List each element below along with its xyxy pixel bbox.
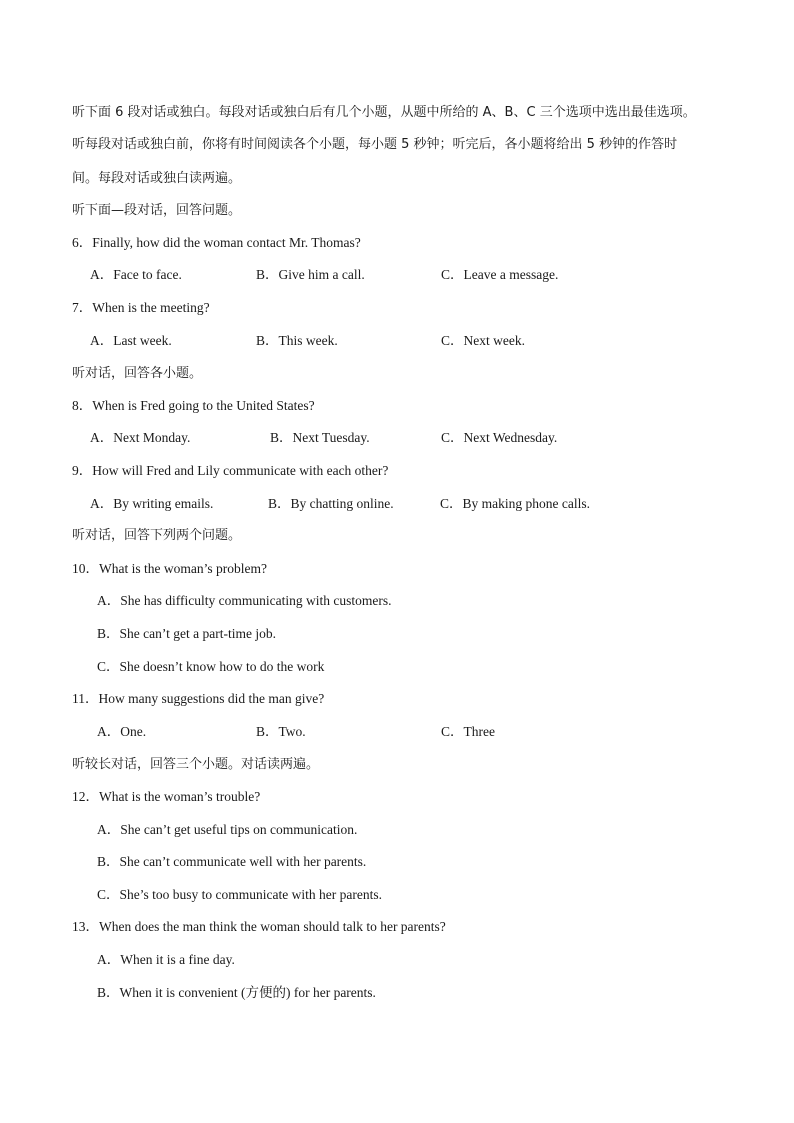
q10-option-b: B．She can’t get a part-time job. <box>97 626 276 641</box>
q6-option-a: A．Face to face. <box>90 267 182 282</box>
q9-option-c: C．By making phone calls. <box>440 496 590 511</box>
section-heading-1: 听下面—段对话，回答问题。 <box>72 203 242 218</box>
q12-option-a: A．She can’t get useful tips on communication. <box>97 822 358 837</box>
question-8: 8．When is Fred going to the United States? <box>72 398 315 413</box>
q7-option-a: A．Last week. <box>90 333 172 348</box>
question-7: 7．When is the meeting? <box>72 300 210 315</box>
q6-option-c: C．Leave a message. <box>441 267 559 282</box>
q8-option-c: C．Next Wednesday. <box>441 430 558 445</box>
q13-option-a: A．When it is a fine day. <box>97 952 235 967</box>
q10-option-c: C．She doesn’t know how to do the work <box>97 659 325 674</box>
intro-line-1: 听下面 6 段对话或独白。每段对话或独白后有几个小题，从题中所给的 A、B、C 三个选项中选出最佳选项。 <box>72 105 696 120</box>
q8-option-a: A．Next Monday. <box>90 430 191 445</box>
section-heading-3: 听对话，回答下列两个问题。 <box>72 528 242 543</box>
question-6: 6．Finally, how did the woman contact Mr. Thomas? <box>72 235 361 250</box>
question-9: 9．How will Fred and Lily communicate with each other? <box>72 463 389 478</box>
q13-option-b: B．When it is convenient (方便的) for her parents. <box>97 985 376 1000</box>
q6-option-b: B．Give him a call. <box>256 267 365 282</box>
intro-line-2: 听每段对话或独白前，你将有时间阅读各个小题，每小题 5 秒钟；听完后，各小题将给出 5 秒钟的作答时 <box>72 137 678 152</box>
q11-option-a: A．One. <box>97 724 147 739</box>
q7-option-b: B．This week. <box>256 333 338 348</box>
question-12: 12．What is the woman’s trouble? <box>72 789 261 804</box>
q10-option-a: A．She has difficulty communicating with customers. <box>97 593 392 608</box>
q9-option-b: B．By chatting online. <box>268 496 394 511</box>
intro-line-3: 间。每段对话或独白读两遍。 <box>72 171 242 186</box>
q11-option-c: C．Three <box>441 724 495 739</box>
q9-option-a: A．By writing emails. <box>90 496 214 511</box>
q12-option-c: C．She’s too busy to communicate with her parents. <box>97 887 382 902</box>
section-heading-2: 听对话，回答各小题。 <box>72 366 203 381</box>
q11-option-b: B．Two. <box>256 724 306 739</box>
question-10: 10．What is the woman’s problem? <box>72 561 267 576</box>
question-13: 13．When does the man think the woman should talk to her parents? <box>72 919 446 934</box>
q7-option-c: C．Next week. <box>441 333 525 348</box>
q8-option-b: B．Next Tuesday. <box>270 430 370 445</box>
question-11: 11．How many suggestions did the man give? <box>72 691 325 706</box>
q12-option-b: B．She can’t communicate well with her parents. <box>97 854 367 869</box>
section-heading-4: 听较长对话，回答三个小题。对话读两遍。 <box>72 757 320 772</box>
